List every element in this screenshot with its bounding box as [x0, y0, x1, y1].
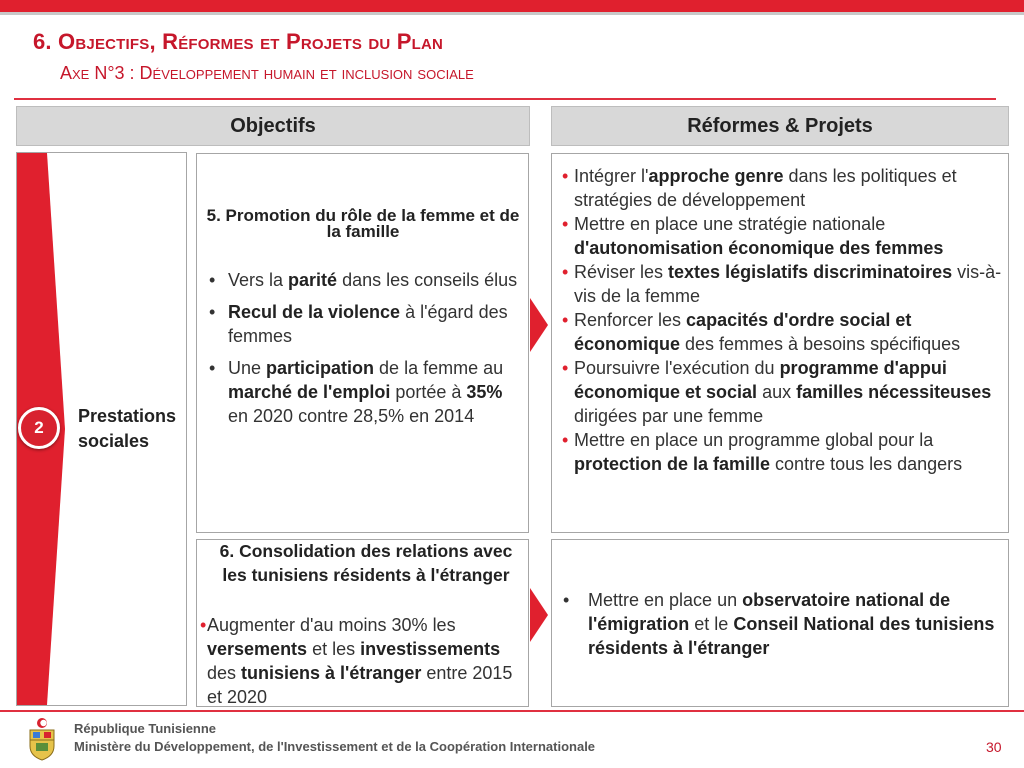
list-item: • Intégrer l'approche genre dans les politiques et stratégies de développement: [562, 164, 1004, 212]
arrow-right-icon: [530, 298, 548, 352]
footer-divider: [0, 710, 1024, 712]
slide-title: 6. Objectifs, Réformes et Projets du Plan: [33, 29, 444, 54]
title-divider: [14, 98, 996, 100]
category-number-badge: 2: [18, 407, 60, 449]
objective-6-heading: 6. Consolidation des relations avec les tunisiens résidents à l'étranger: [219, 541, 513, 585]
footer-ministry: Ministère du Développement, de l'Investissement et de la Coopération Internationale: [74, 739, 596, 754]
objective-5-list: [200, 268, 527, 428]
list-item: • Renforcer les capacités d'ordre social et économique des femmes à besoins spécifiques: [562, 308, 1004, 356]
objectives-header: Objectifs: [16, 106, 530, 146]
tunisia-emblem-icon: [24, 716, 60, 762]
bullet-marker: •: [563, 590, 570, 610]
list-item: • Poursuivre l'exécution du programme d'appui économique et social aux familles nécessiteuses dirigées par une femme: [562, 356, 1004, 428]
arrow-right-icon: [530, 588, 548, 642]
page-number: 30: [986, 739, 1002, 755]
list-item: • Une participation de la femme au marché de l'emploi portée à 35% en 2020 contre 28,5% en 2014: [200, 356, 527, 428]
list-item: • Mettre en place une stratégie nationale d'autonomisation économique des femmes: [562, 212, 1004, 260]
category-label: Prestations sociales: [78, 406, 177, 451]
reforms-5-list: [562, 164, 1004, 476]
list-item: • Vers la parité dans les conseils élus: [200, 268, 527, 292]
objective-6-bullet: • Augmenter d'au moins 30% les versements et les investissements des tunisiens à l'étranger entre 2015 et 2020: [200, 615, 513, 707]
list-item: • Mettre en place un programme global pour la protection de la famille contre tous les dangers: [562, 428, 1004, 476]
top-red-bar: [0, 0, 1024, 12]
reforms-header: Réformes & Projets: [551, 106, 1009, 146]
slide-subtitle: Axe N°3 : Développement humain et inclusion sociale: [60, 63, 474, 83]
list-item: • Réviser les textes législatifs discriminatoires vis-à-vis de la femme: [562, 260, 1004, 308]
objective-5-heading: 5. Promotion du rôle de la femme et de la famille: [206, 206, 520, 241]
bullet-marker: •: [200, 615, 207, 635]
reforms-6-bullet: • Mettre en place un observatoire national de l'émigration et le Conseil National des tunisiens résidents à l'étranger: [563, 590, 995, 658]
list-item: • Recul de la violence à l'égard des femmes: [200, 300, 527, 348]
footer-country: République Tunisienne: [74, 721, 217, 736]
top-gray-bar: [0, 12, 1024, 15]
